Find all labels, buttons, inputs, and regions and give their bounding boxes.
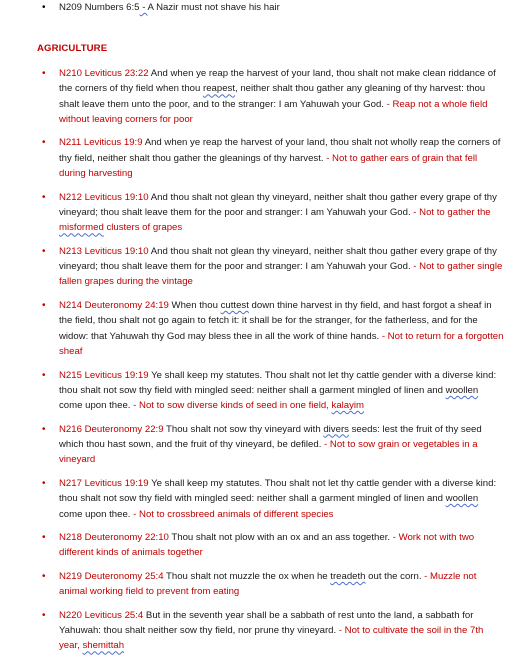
bullet-icon: • (42, 532, 46, 544)
list-item (42, 608, 504, 654)
item-verse-word: woollen (445, 493, 479, 505)
item-verse: come upon thee. (59, 508, 131, 520)
item-desc: A Nazir must not shave his hair (147, 2, 280, 13)
item-ref: N213 Leviticus 19:10 (59, 245, 149, 257)
item-verse: Thou shalt not sow thy vineyard with (163, 423, 324, 435)
bullet-icon: • (42, 191, 46, 203)
item-verse: down thine harvest in thy field, and hast forgot a sheaf in the field, thou shalt not go again to fetch it: it shall be for the stranger, for the fatherless, and for the widow: that Yahuwah thy God may bless thee in all the work of thine hands. (59, 300, 492, 342)
item-text (59, 244, 504, 290)
item-text (59, 0, 502, 15)
item-verse: , neither shalt thou gather any gleaning of thy harvest: thou shalt leave them unto the poor, and to the stranger: I am Yahuwah your God. (59, 83, 486, 110)
item-separator: - (139, 2, 148, 13)
list-item-n209 (42, 0, 502, 15)
item-desc-word: kalayim (331, 400, 365, 412)
item-text (59, 422, 504, 468)
bullet-icon: • (42, 68, 46, 79)
item-ref: N209 Numbers 6:5 (59, 2, 140, 13)
item-desc: - Not to cultivate the soil in the 7th year, (59, 625, 484, 652)
item-text (59, 368, 504, 414)
item-verse: But in the seventh year shall be a sabbath of rest unto the land, a sabbath for Yahuwah: thou shalt neither sow thy field, nor prune thy vineyard. (59, 609, 474, 637)
item-verse: And thou shalt not glean thy vineyard, neither shalt thou gather every grape of thy vineyard; thou shalt leave them for the poor and stranger: I am Yahuwah your God. (59, 191, 497, 218)
item-desc: - Not to return for a forgotten sheaf (59, 330, 504, 357)
bullet-icon: • (42, 137, 46, 149)
item-ref: N210 Leviticus 23:22 (59, 68, 149, 79)
list-item (42, 422, 504, 468)
item-desc: - Work not with two different kinds of animals together (59, 532, 475, 559)
item-desc: - Not to crossbreed animals of different species (130, 508, 334, 520)
item-verse-word: divers (323, 423, 349, 435)
item-desc-word: shemittah (82, 640, 125, 652)
item-ref: N219 Deuteronomy 25:4 (59, 570, 164, 582)
list-item (42, 476, 504, 522)
item-verse: And thou shalt not glean thy vineyard, neither shalt thou gather every grape of thy vineyard; thou shalt leave them for the poor and stranger: I am Yahuwah your God. (59, 245, 497, 273)
item-text (59, 476, 504, 522)
item-verse: Ye shall keep my statutes. Thou shalt not let thy cattle gender with a diverse kind: thou shalt not sow thy field with mingled seed: neither shall a garment mingled of linen and (59, 477, 497, 505)
list-item (42, 135, 504, 181)
list-item (42, 368, 504, 414)
item-text (59, 66, 504, 127)
commandment-list (42, 66, 504, 662)
item-verse-word: woollen (445, 384, 479, 396)
item-ref: N211 Leviticus 19:9 (59, 137, 143, 149)
item-ref: N218 Deuteronomy 22:10 (59, 532, 169, 544)
list-item (42, 190, 504, 236)
item-verse: Thou shalt not muzzle the ox when he (163, 570, 331, 582)
bullet-icon: • (42, 423, 46, 435)
bullet-icon: • (42, 477, 46, 489)
item-ref: N220 Leviticus 25:4 (59, 609, 144, 621)
bullet-icon: • (42, 245, 46, 257)
item-verse: When thou (168, 300, 221, 312)
item-text (59, 530, 504, 561)
item-text (59, 608, 504, 654)
item-text (59, 569, 504, 600)
list-item (42, 530, 504, 561)
item-verse: And when ye reap the harvest of your land, thou shalt not wholly reap the corners of thy field, neither shalt thou gather the gleanings of thy harvest. (59, 137, 501, 164)
bullet-icon: • (42, 2, 46, 13)
item-desc: - Not to gather single fallen grapes during the vintage (59, 261, 503, 288)
item-desc: - Not to sow grain or vegetables in a vineyard (59, 439, 478, 466)
item-ref: N216 Deuteronomy 22:9 (59, 423, 164, 435)
item-desc: - Not to gather the (410, 206, 491, 218)
item-ref: N212 Leviticus 19:10 (59, 191, 149, 203)
item-text (59, 298, 504, 359)
list-item (42, 569, 504, 600)
item-text (59, 135, 504, 181)
bullet-icon: • (42, 570, 46, 582)
item-desc: - Reap not a whole field without leaving corners for poor (59, 98, 488, 125)
item-verse-word: treadeth (330, 570, 366, 582)
item-verse: Ye shall keep my statutes. Thou shalt not let thy cattle gender with a diverse kind: thou shalt not sow thy field with mingled seed: neither shall a garment mingled of linen and (59, 369, 497, 396)
item-verse-word: reapest (203, 83, 235, 95)
bullet-icon: • (42, 609, 46, 621)
item-verse: And when ye reap the harvest of your land, thou shalt not make clean riddance of the corners of thy field when thou (59, 68, 496, 95)
item-ref: N214 Deuteronomy 24:19 (59, 300, 169, 312)
item-text (59, 190, 504, 236)
list-item (42, 66, 504, 127)
item-desc: - Not to gather ears of grain that fell during harvesting (59, 152, 478, 180)
list-item (42, 298, 504, 359)
item-desc: - Muzzle not animal working field to prevent from eating (59, 570, 477, 598)
item-verse: out the corn. (365, 570, 422, 582)
item-desc-word: misformed (59, 222, 104, 234)
item-desc: - Not to sow diverse kinds of seed in one field, (130, 400, 332, 412)
item-ref: N215 Leviticus 19:19 (59, 369, 149, 381)
item-verse: come upon thee. (59, 400, 131, 412)
section-heading: AGRICULTURE (37, 43, 108, 54)
item-verse: Thou shalt not plow with an ox and an ass together. (168, 532, 391, 544)
item-verse: seeds: lest the fruit of thy seed which thou hast sown, and the fruit of thy vineyard, be defiled. (59, 423, 482, 451)
bullet-icon: • (42, 300, 46, 312)
list-item (42, 244, 504, 290)
item-desc: clusters of grapes (103, 222, 183, 234)
item-verse-word: cuttest (220, 300, 249, 312)
item-ref: N217 Leviticus 19:19 (59, 477, 149, 489)
bullet-icon: • (42, 369, 46, 381)
